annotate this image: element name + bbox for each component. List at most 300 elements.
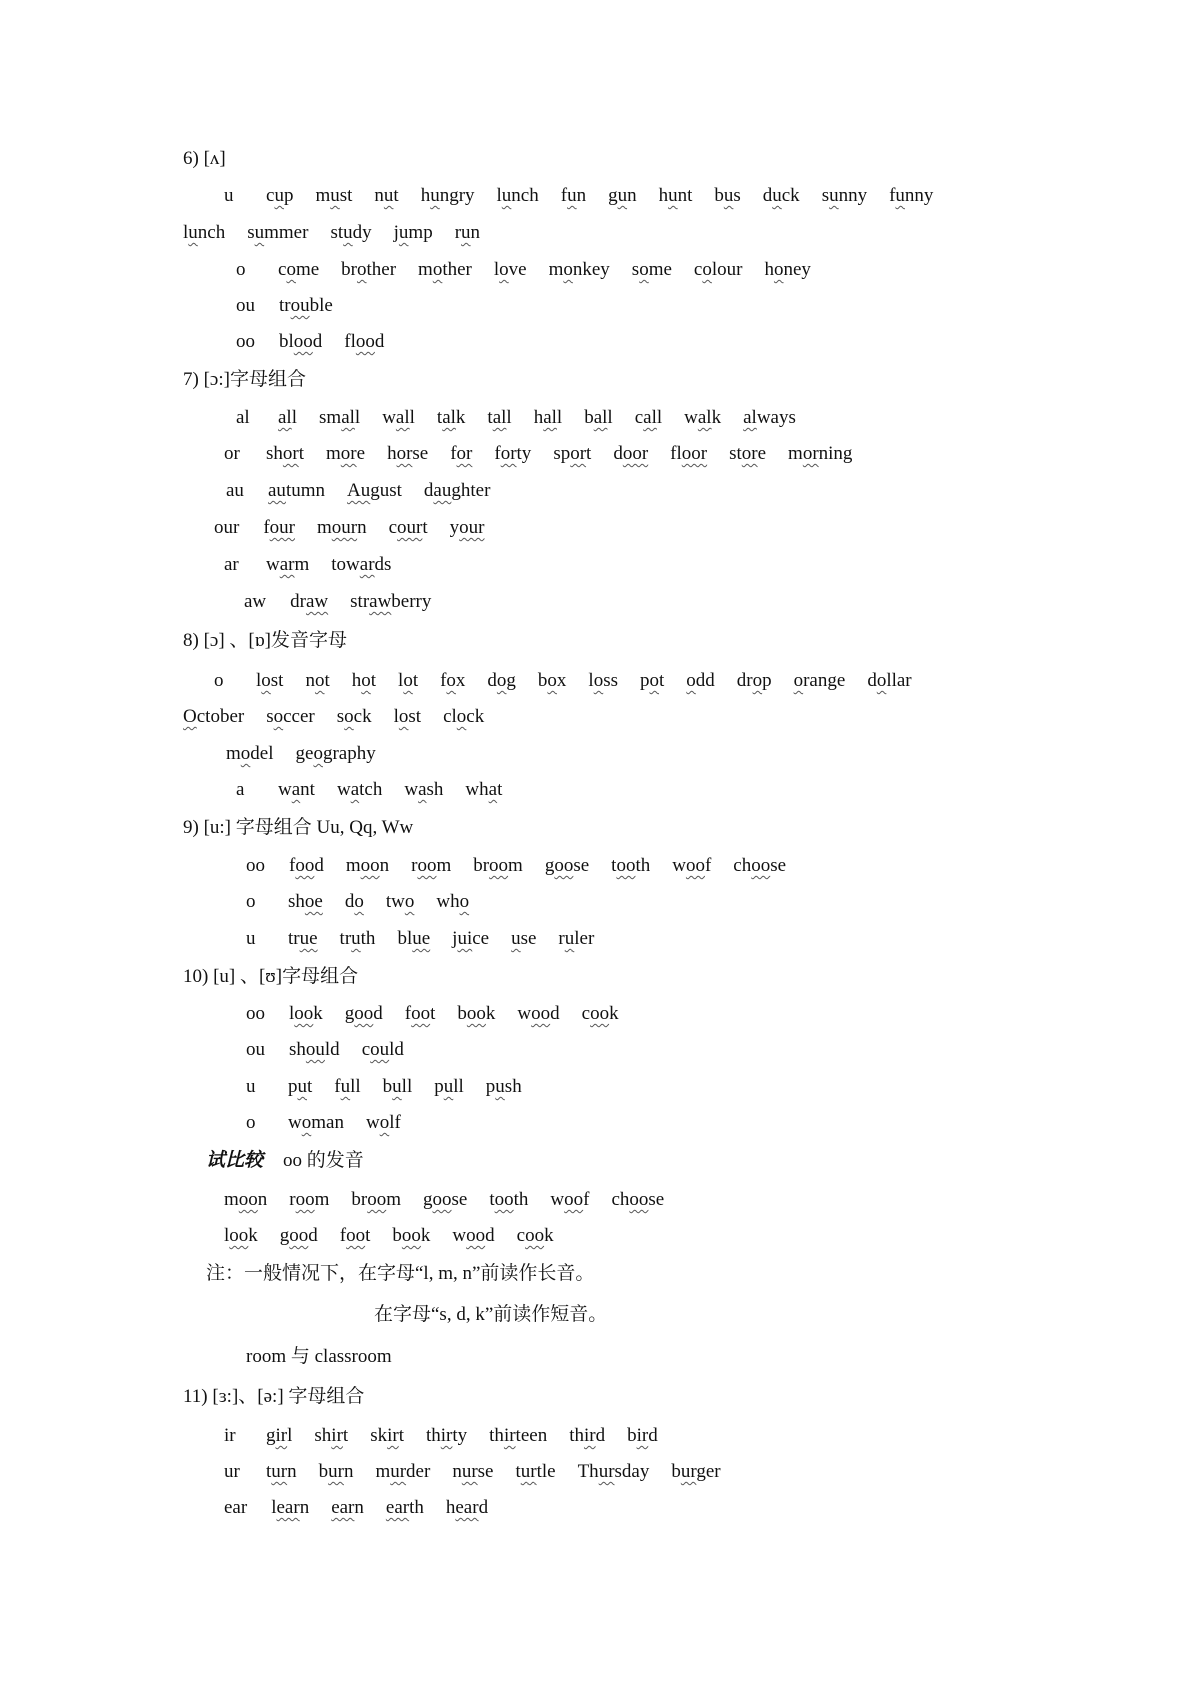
word-line: [224, 184, 933, 208]
underlined-letters: u: [330, 185, 340, 206]
example-word: [278, 258, 319, 282]
word-prefix: sh: [314, 1425, 332, 1446]
example-word: [452, 1460, 493, 1484]
word-prefix: n: [374, 185, 384, 206]
underlined-letters: al: [341, 407, 355, 428]
example-word: [743, 406, 796, 430]
word-prefix: ge: [295, 743, 314, 764]
underlined-letters: o: [286, 259, 296, 280]
word-prefix: t: [266, 1461, 272, 1482]
word-prefix: l: [398, 670, 404, 691]
underlined-letters: oo: [346, 1225, 366, 1246]
word-suffix: ll: [401, 1076, 413, 1097]
underlined-letters: o: [496, 670, 507, 691]
example-word: [288, 890, 323, 914]
section-heading: 7) [ɔ:]字母组合: [183, 369, 306, 390]
word-suffix: ghter: [451, 480, 491, 501]
word-suffix: n: [299, 1497, 310, 1518]
underlined-letters: ear: [331, 1497, 355, 1518]
word-suffix: ger: [696, 1461, 721, 1482]
example-word: [446, 1496, 488, 1520]
example-word: [278, 778, 315, 802]
example-word: [224, 1188, 267, 1212]
word-suffix: ck: [353, 706, 372, 727]
example-word: [640, 669, 664, 693]
word-suffix: ld: [389, 1039, 404, 1060]
underlined-letters: u: [501, 185, 512, 206]
word-prefix: b: [584, 407, 594, 428]
word-suffix: se: [520, 928, 537, 949]
word-suffix: se: [412, 443, 429, 464]
word-suffix: t: [422, 517, 428, 538]
word-suffix: p: [283, 185, 294, 206]
example-word: [584, 406, 613, 430]
example-word: [346, 854, 389, 878]
word-prefix: st: [330, 222, 344, 243]
underlined-letters: oo: [289, 1225, 309, 1246]
word-prefix: r: [411, 855, 418, 876]
word-prefix: c: [266, 185, 275, 206]
underlined-letters: oor: [622, 443, 649, 464]
word-prefix: p: [288, 1076, 298, 1097]
word-prefix: g: [266, 1425, 276, 1446]
letter-group-label: o: [214, 670, 224, 691]
word-prefix: l: [224, 1225, 230, 1246]
example-word: [370, 1424, 404, 1448]
underlined-letters: oo: [355, 331, 375, 352]
example-word: [289, 854, 324, 878]
word-suffix: l: [287, 1425, 293, 1446]
example-word: [374, 184, 398, 208]
word-prefix: tow: [331, 554, 360, 575]
word-prefix: wh: [436, 891, 460, 912]
example-word: [224, 1224, 258, 1248]
example-word: [764, 258, 810, 282]
word-line: [246, 854, 786, 878]
example-word: [659, 184, 693, 208]
word-suffix: m: [436, 855, 452, 876]
example-word: [534, 406, 563, 430]
word-prefix: w: [266, 554, 280, 575]
example-word: [394, 705, 421, 729]
word-prefix: c: [516, 1225, 526, 1246]
example-word: [684, 406, 721, 430]
example-word: [553, 442, 591, 466]
word-prefix: Th: [577, 1461, 599, 1482]
example-word: [822, 184, 867, 208]
word-suffix: k: [313, 1003, 323, 1024]
underlined-letters: al: [278, 407, 292, 428]
word-suffix: k: [248, 1225, 258, 1246]
word-prefix: d: [867, 670, 877, 691]
word-suffix: g: [506, 670, 516, 691]
example-word: [561, 184, 586, 208]
word-suffix: m: [314, 1189, 330, 1210]
word-prefix: f: [560, 185, 568, 206]
word-suffix: ngry: [439, 185, 475, 206]
word-suffix: n: [470, 222, 481, 243]
underlined-letters: aw: [369, 591, 392, 612]
example-word: [411, 854, 451, 878]
word-prefix: j: [393, 222, 399, 243]
word-suffix: l: [656, 407, 663, 428]
word-line: [214, 669, 912, 693]
underlined-letters: u: [461, 222, 471, 243]
example-word: [424, 479, 490, 503]
word-line: [183, 221, 480, 245]
word-prefix: h: [764, 259, 774, 280]
underlined-letters: oo: [360, 855, 380, 876]
word-suffix: s: [733, 185, 741, 206]
word-suffix: sday: [614, 1461, 650, 1482]
word-suffix: nkey: [572, 259, 610, 280]
word-prefix: sh: [288, 891, 305, 912]
example-word: [289, 1002, 323, 1026]
underlined-letters: o: [432, 259, 443, 280]
example-word: [268, 479, 325, 503]
example-word: [337, 705, 372, 729]
underlined-letters: a: [291, 779, 301, 800]
underlined-letters: oo: [525, 1225, 545, 1246]
example-word: [788, 442, 852, 466]
example-word: [611, 1188, 664, 1212]
example-word: [345, 890, 364, 914]
underlined-letters: o: [686, 670, 696, 691]
underlined-letters: u: [511, 928, 521, 949]
word-suffix: tumn: [285, 480, 325, 501]
example-word: [279, 294, 333, 318]
underlined-letters: ur: [598, 1461, 615, 1482]
underlined-letters: oo: [367, 1189, 387, 1210]
example-word: [398, 669, 418, 693]
example-word: [331, 553, 391, 577]
word-line: [236, 406, 796, 430]
word-suffix: k: [609, 1003, 619, 1024]
word-suffix: nch: [511, 185, 539, 206]
word-suffix: ble: [309, 295, 333, 316]
word-suffix: t: [393, 185, 399, 206]
word-suffix: lour: [711, 259, 743, 280]
example-word: [280, 1224, 318, 1248]
underlined-letters: oo: [531, 1003, 551, 1024]
underlined-letters: ir: [503, 1425, 516, 1446]
example-word: [334, 1075, 360, 1099]
word-prefix: fl: [670, 443, 682, 464]
word-prefix: str: [350, 591, 370, 612]
word-suffix: ning: [818, 443, 853, 464]
word-prefix: m: [316, 517, 332, 538]
word-suffix: ways: [756, 407, 796, 428]
underlined-letters: ur: [390, 1461, 407, 1482]
underlined-letters: oo: [294, 1003, 314, 1024]
example-word: [279, 330, 322, 354]
word-suffix: n: [354, 1497, 364, 1518]
example-word: [305, 669, 329, 693]
example-word: [266, 184, 293, 208]
underlined-letters: ir: [331, 1425, 343, 1446]
word-prefix: w: [517, 1003, 532, 1024]
underlined-letters: oo: [229, 1225, 249, 1246]
letter-group-label: al: [236, 407, 250, 428]
word-suffix: d: [308, 1225, 318, 1246]
underlined-letters: o: [379, 1112, 390, 1133]
example-word: [183, 705, 244, 729]
underlined-letters: o: [354, 891, 364, 912]
underlined-letters: o: [261, 670, 271, 691]
underlined-letters: ur: [328, 1461, 344, 1482]
word-suffix: dd: [695, 670, 715, 691]
word-suffix: th: [409, 1497, 424, 1518]
word-prefix: tr: [279, 295, 291, 316]
letter-group-label: or: [224, 443, 240, 464]
word-prefix: th: [569, 1425, 584, 1446]
example-word: [331, 1496, 364, 1520]
example-word: [497, 184, 539, 208]
example-word: [375, 1460, 430, 1484]
underlined-letters: o: [547, 670, 557, 691]
underlined-letters: oo: [417, 855, 437, 876]
underlined-letters: oo: [685, 855, 705, 876]
word-suffix: d: [478, 1497, 489, 1518]
section-heading: 9) [u:] 字母组合 Uu, Qq, Ww: [183, 817, 414, 838]
example-word: [266, 442, 304, 466]
example-word: [686, 669, 715, 693]
word-suffix: f: [583, 1189, 590, 1210]
word-suffix: d: [373, 1003, 383, 1024]
underlined-letters: ur: [271, 1461, 288, 1482]
word-prefix: d: [613, 443, 623, 464]
example-word: [434, 1075, 464, 1099]
word-prefix: r: [558, 928, 565, 949]
word-suffix: st: [408, 706, 422, 727]
example-word: [737, 669, 772, 693]
word-suffix: ve: [508, 259, 527, 280]
underlined-letters: u: [398, 222, 409, 243]
word-prefix: w: [550, 1189, 565, 1210]
underlined-letters: oo: [751, 855, 771, 876]
word-prefix: b: [537, 670, 548, 691]
underlined-letters: o: [273, 706, 284, 727]
example-word: [421, 184, 475, 208]
underlined-letters: u: [829, 185, 839, 206]
word-prefix: sh: [289, 1039, 306, 1060]
letter-group-label: au: [226, 480, 244, 501]
underlined-letters: u: [668, 185, 678, 206]
word-suffix: ler: [574, 928, 595, 949]
word-prefix: b: [671, 1461, 681, 1482]
word-suffix: t: [298, 443, 305, 464]
word-prefix: t: [611, 855, 617, 876]
word-line: [246, 1075, 522, 1099]
word-suffix: m: [386, 1189, 401, 1210]
word-suffix: graphy: [322, 743, 376, 764]
word-suffix: d: [312, 331, 323, 352]
example-word: [319, 406, 360, 430]
example-word: [515, 1460, 555, 1484]
word-prefix: s: [631, 259, 640, 280]
word-prefix: m: [788, 443, 803, 464]
word-suffix: k: [420, 1225, 431, 1246]
underlined-letters: ou: [370, 1039, 390, 1060]
word-suffix: k: [544, 1225, 554, 1246]
example-word: [867, 669, 911, 693]
word-suffix: ther: [366, 259, 397, 280]
word-prefix: b: [627, 1425, 637, 1446]
underlined-letters: o: [404, 891, 415, 912]
word-prefix: c: [361, 1039, 371, 1060]
word-prefix: m: [224, 1189, 239, 1210]
underlined-letters: ar: [359, 554, 375, 575]
example-word: [392, 1224, 430, 1248]
word-suffix: ce: [472, 928, 490, 949]
word-line: [246, 927, 594, 951]
underlined-letters: a: [418, 779, 427, 800]
underlined-letters: o: [459, 891, 470, 912]
word-prefix: f: [450, 443, 457, 464]
word-prefix: t: [487, 407, 493, 428]
example-word: [337, 778, 382, 802]
word-prefix: d: [344, 891, 355, 912]
word-prefix: s: [266, 706, 274, 727]
word-prefix: c: [693, 259, 703, 280]
word-line: [224, 442, 852, 466]
example-word: [670, 442, 707, 466]
underlined-letters: ar: [279, 554, 295, 575]
word-suffix: n: [379, 855, 390, 876]
underlined-letters: ou: [305, 1039, 325, 1060]
word-suffix: ll: [350, 1076, 361, 1097]
example-word: [256, 669, 283, 693]
underlined-letters: a: [488, 779, 498, 800]
underlined-letters: u: [297, 1076, 307, 1097]
underlined-letters: u: [340, 1076, 351, 1097]
example-word: [489, 1424, 547, 1448]
underlined-letters: oo: [466, 1225, 486, 1246]
word-line: [244, 590, 431, 614]
underlined-letters: or: [570, 443, 587, 464]
word-prefix: s: [247, 222, 255, 243]
example-word: [486, 1075, 522, 1099]
example-word: [465, 778, 502, 802]
word-prefix: p: [434, 1076, 444, 1097]
underlined-letters: oo: [238, 1189, 258, 1210]
word-prefix: st: [729, 443, 742, 464]
word-prefix: l: [393, 706, 399, 727]
word-line: [214, 516, 484, 540]
example-word: [389, 516, 428, 540]
word-suffix: ty: [452, 1425, 468, 1446]
underlined-letters: oo: [564, 1189, 584, 1210]
compare-text: oo 的发音: [283, 1150, 364, 1171]
underlined-letters: or: [741, 443, 758, 464]
example-word: [289, 1188, 329, 1212]
word-prefix: m: [315, 185, 331, 206]
example-word: [340, 927, 376, 951]
word-suffix: nny: [904, 185, 934, 206]
underlined-letters: u: [564, 928, 575, 949]
word-suffix: e: [757, 443, 767, 464]
underlined-letters: o: [314, 670, 325, 691]
example-word: [794, 669, 846, 693]
word-prefix: w: [365, 1112, 380, 1133]
underlined-letters: u: [443, 1076, 454, 1097]
word-suffix: m: [508, 855, 523, 876]
word-suffix: sh: [504, 1076, 522, 1097]
example-word: [383, 1075, 413, 1099]
underlined-letters: ir: [387, 1425, 399, 1446]
word-suffix: lf: [389, 1112, 401, 1133]
example-word: [578, 1460, 650, 1484]
example-word: [266, 1460, 297, 1484]
example-word: [345, 1002, 383, 1026]
word-prefix: f: [889, 185, 896, 206]
underlined-letters: ou: [290, 295, 310, 316]
word-prefix: g: [279, 1225, 290, 1246]
word-suffix: st: [270, 670, 284, 691]
word-prefix: fl: [344, 331, 356, 352]
word-prefix: m: [375, 1461, 391, 1482]
word-suffix: d: [595, 1425, 606, 1446]
word-prefix: d: [762, 185, 773, 206]
example-word: [455, 221, 480, 245]
word-suffix: t: [497, 779, 503, 800]
word-prefix: w: [336, 779, 351, 800]
word-prefix: d: [487, 670, 497, 691]
word-prefix: br: [341, 259, 357, 280]
underlined-letters: o: [240, 743, 251, 764]
word-suffix: th: [635, 855, 651, 876]
letter-group-label: o: [246, 1112, 256, 1133]
word-suffix: k: [485, 1003, 496, 1024]
example-word: [278, 406, 297, 430]
word-suffix: tle: [536, 1461, 556, 1482]
letter-group-label: a: [236, 779, 245, 800]
word-prefix: f: [263, 517, 270, 538]
underlined-letters: o: [313, 743, 323, 764]
word-suffix: l: [556, 407, 563, 428]
word-prefix: r: [289, 1189, 296, 1210]
word-suffix: t: [659, 670, 665, 691]
underlined-letters: al: [697, 407, 712, 428]
word-prefix: b: [714, 185, 724, 206]
word-suffix: del: [250, 743, 274, 764]
underlined-letters: ear: [455, 1497, 479, 1518]
word-prefix: p: [485, 1076, 496, 1097]
word-prefix: tr: [339, 928, 352, 949]
compare-label: 试比较: [206, 1150, 264, 1171]
letter-group-label: ir: [224, 1425, 236, 1446]
underlined-letters: or: [802, 443, 819, 464]
underlined-letters: oo: [466, 1003, 486, 1024]
underlined-letters: au: [268, 480, 286, 501]
word-prefix: l: [271, 1497, 277, 1518]
underlined-letters: our: [459, 517, 485, 538]
word-prefix: b: [392, 1225, 402, 1246]
example-word: [694, 258, 743, 282]
example-word: [487, 406, 511, 430]
underlined-letters: oo: [590, 1003, 610, 1024]
underlined-letters: al: [395, 407, 410, 428]
example-word: [538, 669, 567, 693]
letter-group-label: u: [246, 928, 256, 949]
example-word: [763, 184, 800, 208]
word-suffix: t: [365, 1225, 371, 1246]
word-suffix: p: [762, 670, 772, 691]
word-prefix: n: [452, 1461, 462, 1482]
underlined-letters: u: [895, 185, 905, 206]
word-suffix: ss: [603, 670, 618, 691]
underlined-letters: u: [392, 1076, 402, 1097]
